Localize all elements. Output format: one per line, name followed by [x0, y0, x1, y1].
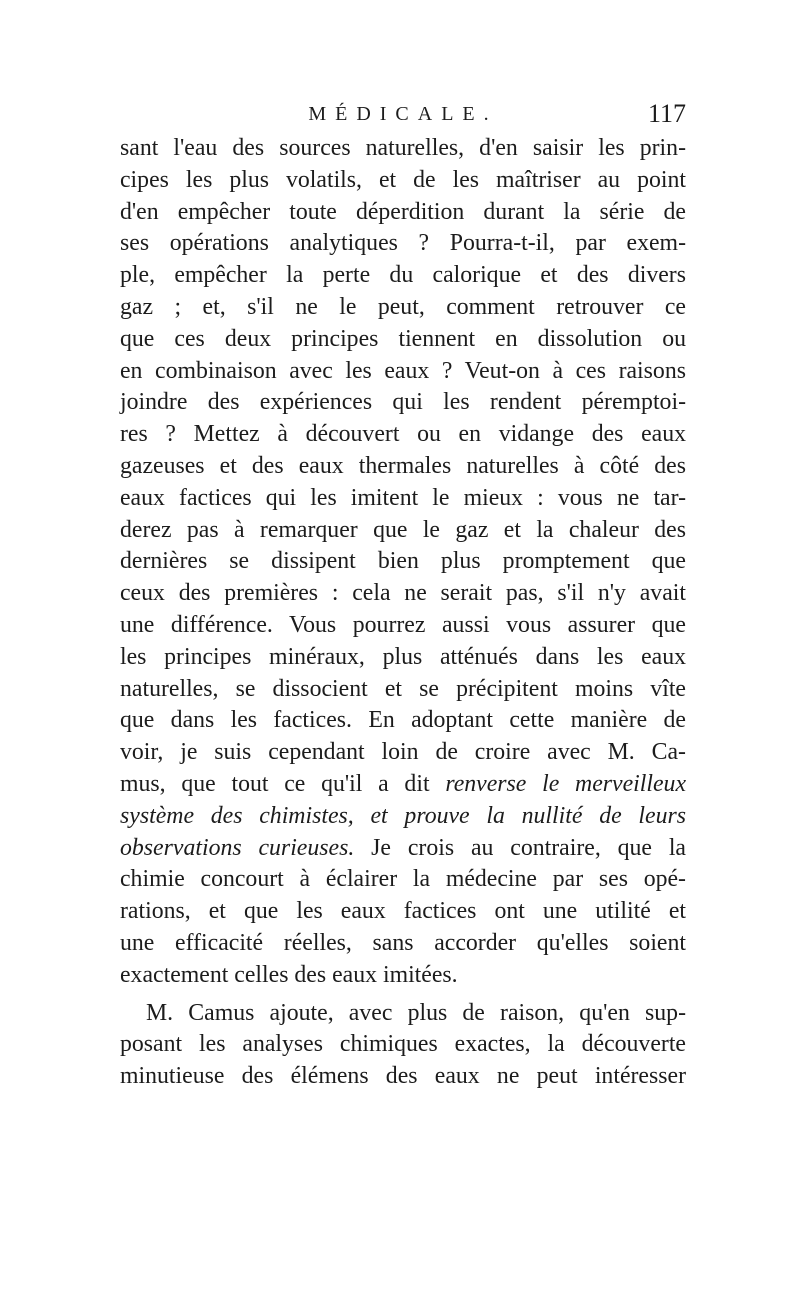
text-line: chimie concourt à éclairer la médecine par ses opé- [120, 866, 686, 893]
text-line: posant les analyses chimiques exactes, la découverte [120, 1031, 686, 1058]
text-line: M. Camus ajoute, avec plus de raison, qu'en sup- [146, 999, 686, 1026]
running-head-title: MÉDICALE. [308, 103, 498, 125]
body-text [120, 133, 686, 1093]
paragraph [120, 998, 686, 1093]
text-line: ple, empêcher la perte du calorique et des divers [120, 262, 686, 289]
text-line: naturelles, se dissocient et se précipitent moins vîte [120, 675, 686, 702]
text-line: minutieuse des élémens des eaux ne peut intéresser [120, 1063, 686, 1090]
text-line [120, 833, 686, 865]
text-roman: Je crois au contraire, que la [354, 834, 686, 861]
text-line: que ces deux principes tiennent en dissolution ou [120, 325, 686, 352]
text-line: eaux factices qui les imitent le mieux : vous ne tar- [120, 484, 686, 511]
text-italic: observations curieuses. [120, 834, 355, 861]
text-line: derez pas à remarquer que le gaz et la chaleur des [120, 516, 686, 543]
text-line: gazeuses et des eaux thermales naturelles à côté des [120, 452, 686, 479]
text-line: exactement celles des eaux imitées. [120, 961, 458, 988]
text-line: dernières se dissipent bien plus promptement que [120, 548, 686, 575]
text-line: une efficacité réelles, sans accorder qu'elles soient [120, 929, 686, 956]
text-line: ses opérations analytiques ? Pourra-t-il, par exem- [120, 230, 686, 257]
running-header [120, 96, 686, 132]
text-line: rations, et que les eaux factices ont une utilité et [120, 898, 686, 925]
text-line: une différence. Vous pourrez aussi vous assurer que [120, 611, 686, 638]
text-line: cipes les plus volatils, et de les maîtriser au point [120, 166, 686, 193]
page-number: 117 [647, 99, 686, 128]
text-line-italic: système des chimistes, et prouve la nullité de leurs [120, 802, 686, 829]
text-line: les principes minéraux, plus atténués dans les eaux [120, 643, 686, 670]
text-line: d'en empêcher toute déperdition durant la série de [120, 198, 686, 225]
text-line: joindre des expériences qui les rendent péremptoi- [120, 389, 686, 416]
text-line: que dans les factices. En adoptant cette manière de [120, 707, 686, 734]
text-line [120, 769, 686, 801]
text-line: gaz ; et, s'il ne le peut, comment retrouver ce [120, 293, 686, 320]
text-line: res ? Mettez à découvert ou en vidange des eaux [120, 421, 686, 448]
text-italic: renverse le merveilleux [445, 770, 687, 797]
text-line: sant l'eau des sources naturelles, d'en saisir les prin- [120, 135, 686, 161]
text-line: voir, je suis cependant loin de croire avec M. Ca- [120, 739, 686, 766]
text-roman: mus, que tout ce qu'il a dit [120, 770, 446, 797]
paragraph [120, 133, 686, 992]
text-line: en combinaison avec les eaux ? Veut-on à ces raisons [120, 357, 686, 384]
text-line: ceux des premières : cela ne serait pas, s'il n'y avait [120, 580, 686, 607]
